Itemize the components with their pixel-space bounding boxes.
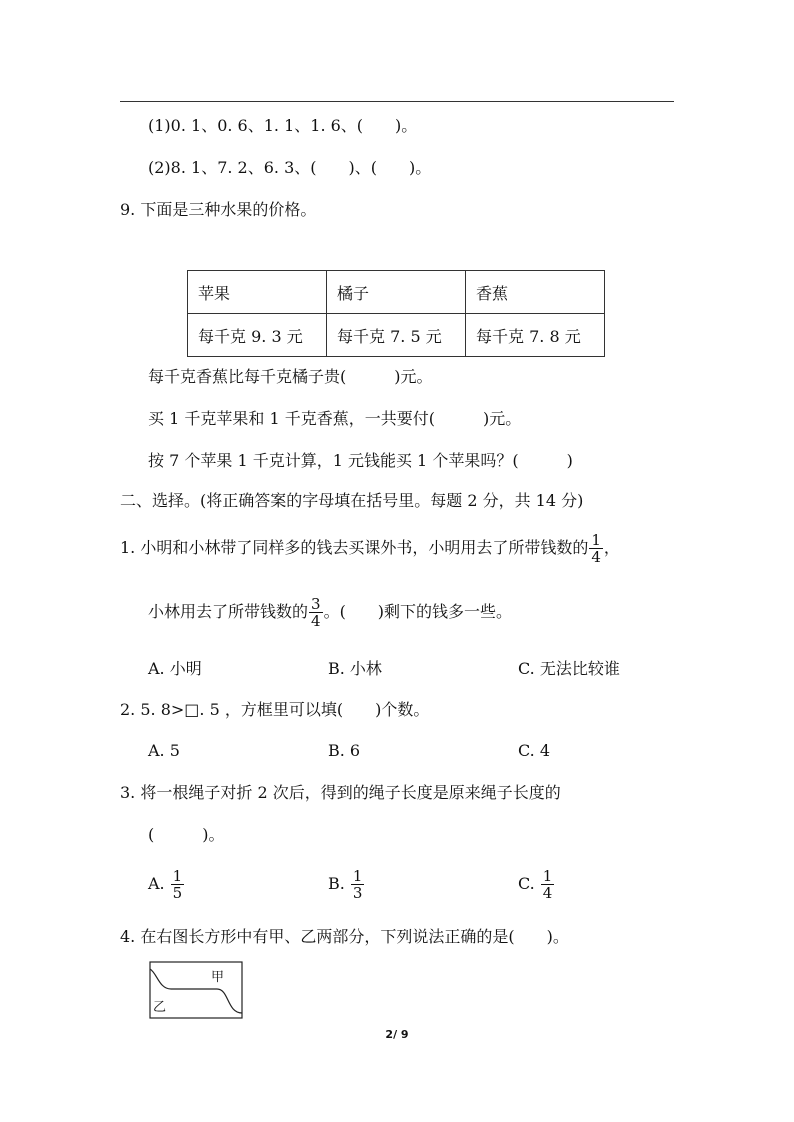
figure-label-jia: 甲 [211, 970, 225, 985]
rectangle-figure [149, 961, 243, 1019]
table-price-banana: 每千克 7. 8 元 [466, 314, 605, 357]
c1-stem-line-2 [148, 594, 512, 630]
q9-sub-3: 按 7 个苹果 1 千克计算，1 元钱能买 1 个苹果吗？( ) [148, 451, 573, 470]
c1-option-c: C. 无法比较谁 [518, 659, 620, 678]
table-header-apple: 苹果 [188, 271, 327, 314]
q8-line-1: (1)0. 1、0. 6、1. 1、1. 6、( )。 [148, 116, 418, 135]
c1-stem-text-a-end: ， [603, 538, 620, 557]
c1-stem-text-b: 小林用去了所带钱数的 [148, 602, 309, 621]
c1-stem-text-a: 1. 小明和小林带了同样多的钱去买课外书，小明用去了所带钱数的 [120, 538, 589, 557]
c1-stem-text-b-end: 。( )剩下的钱多一些。 [323, 602, 513, 621]
c3-option-c-fraction: $\frac{1}{4}$ [542, 867, 553, 902]
c3-option-c: C. $\frac{1}{4}$ [518, 867, 553, 902]
c2-option-c: C. 4 [518, 741, 551, 760]
figure-label-yi: 乙 [153, 1000, 167, 1015]
header-rule [120, 101, 674, 102]
c2-stem: 2. 5. 8>□. 5 ，方框里可以填( )个数。 [120, 700, 430, 719]
c3-stem-2: ( )。 [148, 825, 225, 844]
c2-option-b: B. 6 [328, 741, 361, 760]
price-table [187, 270, 605, 357]
c3-option-a-fraction: $\frac{1}{5}$ [172, 867, 183, 902]
c1-stem-line-1 [120, 530, 620, 566]
page-number: 2/ 9 [385, 1028, 409, 1041]
c4-stem: 4. 在右图长方形中有甲、乙两部分，下列说法正确的是( )。 [120, 927, 569, 946]
q9-stem: 9. 下面是三种水果的价格。 [120, 200, 317, 219]
q9-sub-2: 买 1 千克苹果和 1 千克香蕉，一共要付( )元。 [148, 409, 522, 428]
c1-fraction-one-quarter: $\frac{1}{4}$ [591, 531, 601, 566]
c1-option-b: B. 小林 [328, 659, 382, 678]
c3-option-b-fraction: $\frac{1}{3}$ [352, 867, 363, 902]
c1-option-a: A. 小明 [148, 659, 202, 678]
c1-fraction-three-quarters: $\frac{3}{4}$ [311, 595, 321, 630]
c2-option-a: A. 5 [148, 741, 180, 760]
section-2-title: 二、选择。(将正确答案的字母填在括号里。每题 2 分，共 14 分) [120, 491, 584, 510]
c3-stem: 3. 将一根绳子对折 2 次后，得到的绳子长度是原来绳子长度的 [120, 783, 561, 802]
table-row [188, 314, 605, 357]
table-price-apple: 每千克 9. 3 元 [188, 314, 327, 357]
table-header-orange: 橘子 [327, 271, 466, 314]
q9-sub-1: 每千克香蕉比每千克橘子贵( )元。 [148, 367, 433, 386]
c3-option-a: A. $\frac{1}{5}$ [148, 867, 183, 902]
table-header-banana: 香蕉 [466, 271, 605, 314]
table-row [188, 271, 605, 314]
table-price-orange: 每千克 7. 5 元 [327, 314, 466, 357]
c3-option-b: B. $\frac{1}{3}$ [328, 867, 363, 902]
q8-line-2: (2)8. 1、7. 2、6. 3、( )、( )。 [148, 158, 432, 177]
